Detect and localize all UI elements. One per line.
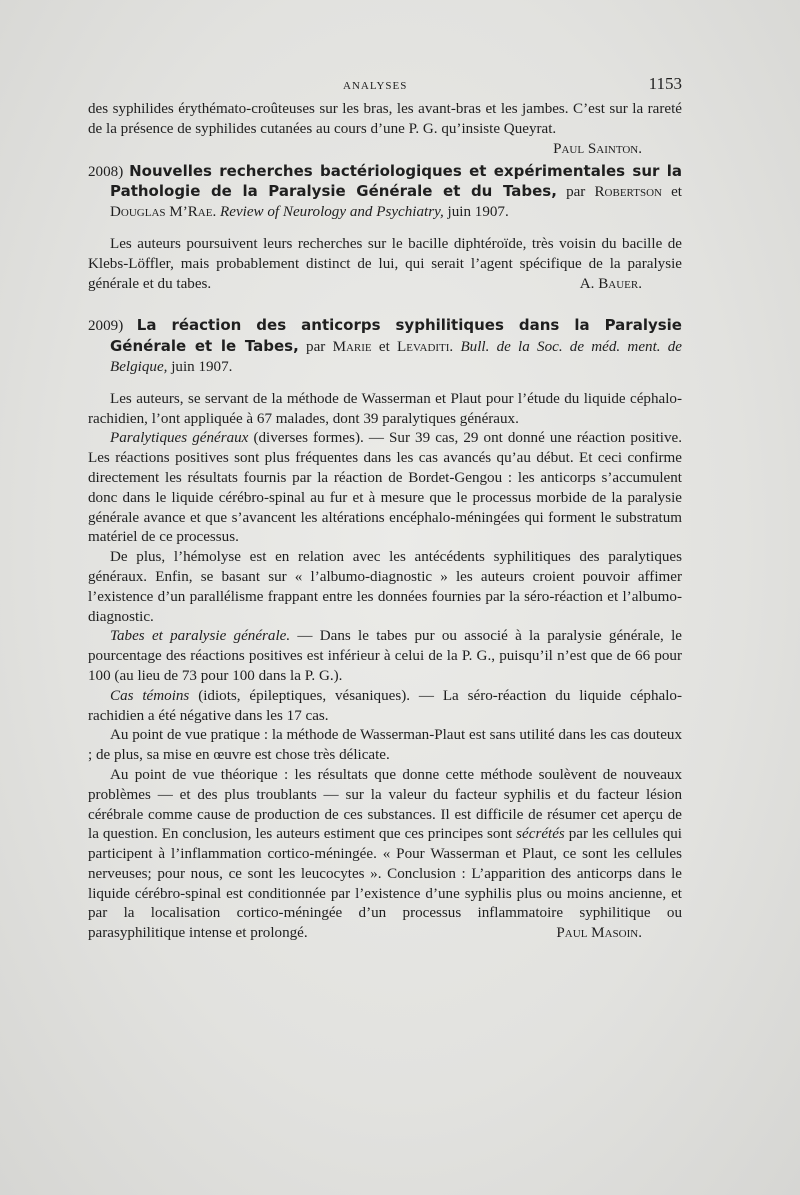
paragraph-label: Cas témoins bbox=[110, 687, 190, 704]
author: Robertson bbox=[594, 184, 662, 201]
emphasis: sécrétés bbox=[516, 826, 565, 843]
page-number: 1153 bbox=[648, 74, 682, 93]
entry-2008 bbox=[88, 162, 682, 295]
paragraph: Paralytiques généraux (diverses formes). — Sur 39 cas, 29 ont donné une réaction positive. Les réactions positives sont plus fréquentes dans les cas avancés qu’au début. Et ceci confirme directement les résultats fournis par la réaction de Bordet-Gengou : les anticorps s’accumulent donc dans le liquide cérébro-spinal au fur et à mesure que le processus morbide de la paralysie générale avance et que s’avancent les altérations encéphalo-méningées qui forment le substratum matériel de ce processus. bbox=[88, 430, 682, 546]
paragraph: Au point de vue pratique : la méthode de Wasserman-Plaut est sans utilité dans les cas douteux ; de plus, sa mise en œuvre est chose très délicate. bbox=[88, 727, 682, 764]
paragraph: Au point de vue théorique : les résultats que donne cette méthode soulèvent de nouveaux problèmes — et des plus troublants — sur la valeur du facteur syphilis et du facteur lésion cérébrale comme cause de production de ces substances. Il est difficile de résumer cet aperçu de la question. En conclusion, les auteurs estiment que ces principes sont sécrétés par les cellules qui participent à l’inflammation cortico-méningée. « Pour Wasserman et Plaut, ce sont les cellules nerveuses; pour nous, ce sont les leucocytes ». Conclusion : L’apparition des anticorps dans le liquide cérébro-spinal est conditionnée par l’existence d’une syphilis plus ou moins ancienne, et par la localisation cortico-méningée d’un processus inflammatoire syphilitique ou parasyphilitique intense et prolongé. Paul Masoin. bbox=[88, 766, 682, 944]
signature-sainton: Paul Sainton. bbox=[553, 140, 642, 157]
entry-2008-heading: 2008) Nouvelles recherches bactériologiques et expérimentales sur la Pathologie de la Paralysie Générale et du Tabes, par Robertson et Douglas M’Rae. Review of Neurology and Psychiatry, juin 1907. bbox=[88, 161, 682, 221]
paragraph: Cas témoins (idiots, épileptiques, vésaniques). — La séro-réaction du liquide céphalo-rachidien a été négative dans les 17 cas. bbox=[88, 687, 682, 724]
section-title: ANALYSES bbox=[343, 80, 408, 92]
entry-title: Nouvelles recherches bactériologiques et expérimentales sur la Pathologie de la Paralysie Générale et du Tabes, bbox=[110, 161, 682, 201]
continuation-text: des syphilides érythémato-croûteuses sur les bras, les avant-bras et les jambes. C’est sur la rareté de la présence de syphilides cutanées au cours d’une P. G. qu’insiste Queyrat. bbox=[88, 101, 682, 137]
entry-2009-heading: 2009) La réaction des anticorps syphilitiques dans la Paralysie Générale et le Tabes, par Marie et Levaditi. Bull. de la Soc. de méd. ment. de Belgique, juin 1907. bbox=[88, 316, 683, 375]
entry-number: 2008) bbox=[88, 163, 124, 180]
paragraph-label: Paralytiques généraux bbox=[110, 430, 249, 447]
author: Marie bbox=[332, 339, 372, 356]
publication-date: juin 1907. bbox=[447, 204, 509, 221]
entry-title: La réaction des anticorps syphilitiques dans la Paralysie Générale et le Tabes, bbox=[110, 316, 682, 356]
entry-2008-body: Les auteurs poursuivent leurs recherches sur le bacille diphtéroïde, très voisin du bacille de Klebs-Löffler, mais probablement distinct de lui, qui serait l’agent spécifique de la paralysie générale et du tabes. A. Bauer. bbox=[88, 235, 682, 294]
running-head bbox=[88, 70, 682, 100]
publication-date: juin 1907. bbox=[171, 358, 233, 375]
entry-2009 bbox=[88, 316, 682, 944]
author: Levaditi. bbox=[397, 339, 454, 356]
continuation-paragraph bbox=[88, 100, 682, 157]
paragraph-label: Tabes et paralysie générale. bbox=[110, 628, 291, 645]
paragraph: De plus, l’hémolyse est en relation avec les antécédents syphilitiques des paralytiques généraux. Enfin, se basant sur « l’albumo-diagnostic » les auteurs croient pouvoir affimer l’existence d’un parallélisme frappant entre les données fournies par la séro-réaction et l’albumo-diagnostic. bbox=[88, 549, 682, 625]
journal-name: Review of Neurology and Psychiatry, bbox=[220, 204, 444, 221]
journal-name: Bull. de la Soc. de méd. ment. de Belgique, bbox=[110, 339, 683, 375]
paragraph: Tabes et paralysie générale. — Dans le tabes pur ou associé à la paralysie générale, le pourcentage des réactions positives est inférieur à celui de la P. G., puisqu’il n’est que de 66 pour 100 (au lieu de 73 pour 100 dans la P. G.). bbox=[88, 628, 682, 684]
author: Douglas M’Rae. bbox=[110, 204, 217, 221]
signature-bauer: A. Bauer. bbox=[579, 275, 642, 292]
signature-masoin: Paul Masoin. bbox=[556, 925, 642, 942]
entry-number: 2009) bbox=[88, 318, 124, 335]
paragraph: Les auteurs, se servant de la méthode de Wasserman et Plaut pour l’étude du liquide céphalo-rachidien, l’ont appliquée à 67 malades, dont 39 paralytiques généraux. bbox=[88, 390, 682, 427]
